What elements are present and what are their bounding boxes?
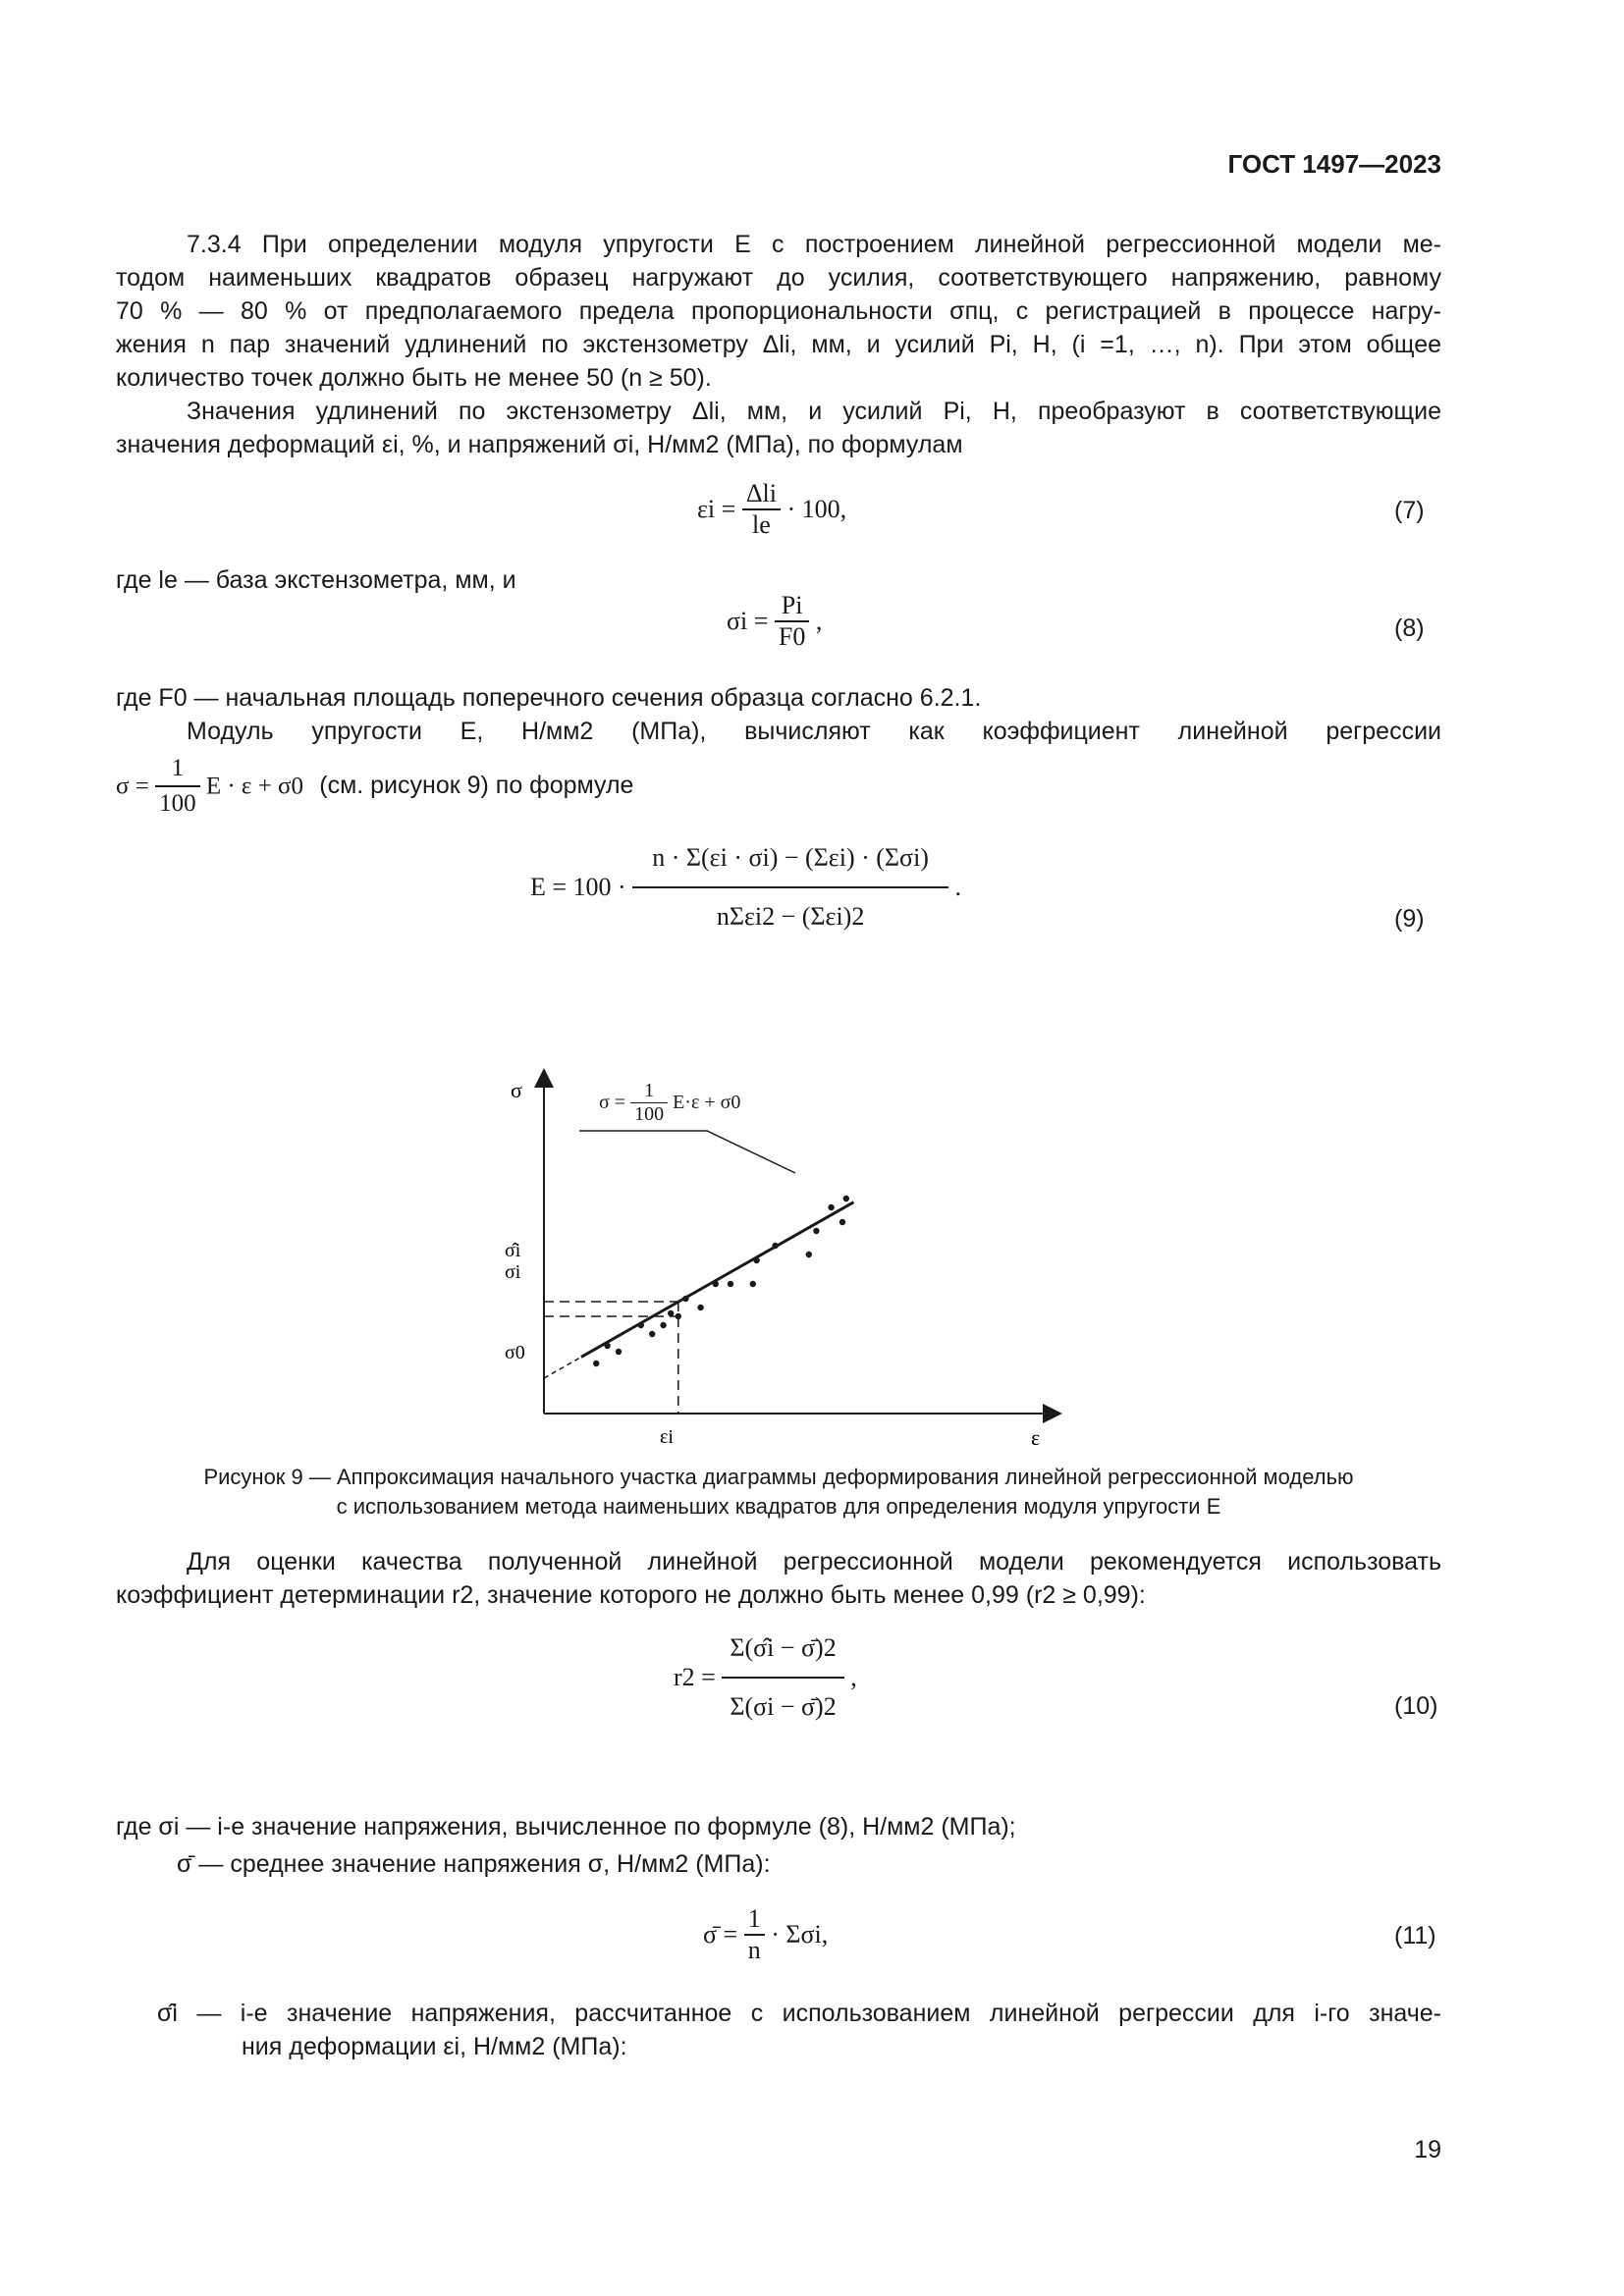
- data-point: [750, 1281, 756, 1287]
- equation-11: [703, 1904, 828, 1965]
- text-line: 7.3.4 При определении модуля упругости E с построением линейной регрессионной модели ме-: [187, 231, 1441, 258]
- eq7-numerator: Δli: [742, 479, 781, 510]
- data-point: [713, 1281, 719, 1287]
- page-number: 19: [1414, 2136, 1441, 2163]
- text-line: ния деформации εi, Н/мм2 (МПа):: [242, 2033, 627, 2060]
- data-point: [649, 1331, 655, 1337]
- data-point: [593, 1361, 599, 1366]
- y-axis-label: σ: [511, 1078, 522, 1102]
- where-f0: где F0 — начальная площадь поперечного сечения образца согласно 6.2.1.: [116, 684, 982, 712]
- where-sigma-hat: [157, 1997, 1441, 2063]
- inline-regression-formula: [116, 755, 309, 817]
- eq10-denominator: Σ(σi − σ̄)2: [730, 1692, 837, 1721]
- eq7-lhs: εi =: [697, 495, 736, 523]
- data-point: [604, 1343, 610, 1349]
- inline-formula-numerator: 1: [155, 752, 200, 787]
- data-point: [843, 1196, 849, 1201]
- text-line: количество точек должно быть не менее 50 (n ≥ 50).: [116, 364, 712, 392]
- equation-number-11: (11): [1394, 1922, 1436, 1949]
- modulus-paragraph-line: Модуль упругости E, Н/мм2 (МПа), вычисляют как коэффициент линейной регрессии: [187, 718, 1441, 745]
- modulus-paragraph-formula-line: [116, 752, 633, 821]
- caption-line: с использованием метода наименьших квадратов для определения модуля упругости E: [336, 1494, 1221, 1519]
- figure-formula-rhs: E·ε + σ0: [673, 1092, 741, 1113]
- document-header: ГОСТ 1497—2023: [1227, 149, 1441, 179]
- eq9-lhs: E = 100 ·: [530, 873, 626, 901]
- data-point: [660, 1322, 666, 1328]
- inline-formula-fraction: [155, 752, 200, 821]
- eq8-fraction: [775, 591, 809, 652]
- sigma0-label: σ0: [505, 1342, 525, 1363]
- data-point: [753, 1257, 759, 1263]
- eq8-lhs: σi =: [727, 607, 769, 635]
- text-line: коэффициент детерминации r2, значение которого не должно быть менее 0,99 (r2 ≥ 0,99):: [116, 1581, 1146, 1609]
- text-line: Для оценки качества полученной линейной регрессионной модели рекомендуется использовать: [187, 1548, 1441, 1575]
- equation-number-10: (10): [1394, 1692, 1438, 1720]
- eq8-rhs: ,: [815, 607, 823, 635]
- data-point: [638, 1322, 644, 1328]
- figure-formula-label: [599, 1080, 740, 1126]
- data-point: [772, 1243, 778, 1249]
- data-point: [813, 1228, 819, 1234]
- data-point: [668, 1310, 674, 1316]
- eps-i-label: εi: [660, 1426, 674, 1448]
- eq7-rhs: · 100,: [786, 495, 847, 523]
- eq11-fraction: [744, 1904, 765, 1965]
- equation-number-7: (7): [1394, 497, 1425, 524]
- where-sigma-bar: σ̄ — среднее значение напряжения σ, Н/мм2 (МПа):: [177, 1850, 771, 1878]
- data-point: [839, 1219, 845, 1225]
- eq9-numerator: n · Σ(εi · σi) − (Σεi) · (Σσi): [632, 829, 948, 888]
- inline-formula-text: (см. рисунок 9) по формуле: [319, 772, 634, 800]
- eq7-denominator: le: [752, 510, 771, 539]
- figure-9-chart: [481, 1060, 1090, 1453]
- paragraph-7-3-4: [116, 228, 1441, 395]
- x-axis-label: ε: [1031, 1425, 1041, 1450]
- data-point: [806, 1252, 812, 1257]
- eq11-rhs: · Σσi,: [771, 1920, 829, 1949]
- data-point: [616, 1349, 622, 1355]
- where-le: где le — база экстензометра, мм, и: [116, 566, 516, 594]
- eq8-numerator: Pi: [775, 591, 809, 622]
- eq8-denominator: F0: [778, 622, 806, 651]
- where-sigma-i: где σi — i-е значение напряжения, вычисленное по формуле (8), Н/мм2 (МПа);: [116, 1813, 1016, 1841]
- regression-line: [581, 1202, 853, 1358]
- inline-formula-lhs: σ =: [116, 773, 149, 799]
- equation-number-8: (8): [1394, 614, 1425, 642]
- data-point: [728, 1281, 733, 1287]
- equation-9: E = 100 · $\frac{\text{n · Σ(εi · σi) − (Σεi) · (Σσi)}}{\text{nΣεi2 − (Σεi)2}}$ .: [530, 829, 961, 945]
- regression-extrapolation: [544, 1357, 581, 1378]
- figure-formula-lhs: σ =: [599, 1092, 626, 1113]
- equation-8: [727, 591, 822, 652]
- text-line: жения n пар значений удлинений по экстензометру Δli, мм, и усилий Pi, Н, (i =1, …, n). При этом общее: [116, 331, 1441, 358]
- eq11-denominator: n: [747, 1936, 761, 1964]
- eq10-numerator: Σ(σ̂i − σ̄)2: [722, 1620, 843, 1679]
- eq11-numerator: 1: [744, 1904, 765, 1936]
- data-points: [593, 1196, 849, 1366]
- paragraph-determination: [116, 1545, 1441, 1612]
- eq11-lhs: σ̄ =: [703, 1920, 738, 1949]
- equation-7: [697, 479, 846, 540]
- eq7-fraction: [742, 479, 781, 540]
- formula-leader-line: [579, 1131, 795, 1173]
- data-point: [828, 1204, 834, 1210]
- eq9-fraction: [632, 829, 948, 945]
- text-line: σ̂i — i-е значение напряжения, рассчитанное с использованием линейной регрессии для i-го значе-: [157, 2000, 1441, 2027]
- inline-formula-denominator: 100: [159, 790, 196, 817]
- sigma-hat-label: σ̂i: [505, 1240, 521, 1261]
- figure-formula-denominator: 100: [634, 1103, 665, 1125]
- sigma-i-point: [676, 1313, 681, 1319]
- inline-formula-rhs: E · ε + σ0: [205, 773, 303, 799]
- paragraph-conversion: [116, 395, 1441, 461]
- equation-10: r2 = $\frac{\Sigma(\sigmâi - \sigmā)2}{\Sigma(\sigma i - \sigmā)2}$ ,: [674, 1620, 857, 1735]
- text-line: значения деформаций εi, %, и напряжений σi, Н/мм2 (МПа), по формулам: [116, 431, 963, 458]
- text-line: Значения удлинений по экстензометру Δli, мм, и усилий Pi, Н, преобразуют в соответствующие: [187, 398, 1441, 425]
- eq9-denominator: nΣεi2 − (Σεi)2: [716, 902, 865, 931]
- figure-caption: [98, 1463, 1459, 1522]
- data-point: [682, 1296, 688, 1302]
- equation-number-9: (9): [1394, 905, 1425, 933]
- figure-formula-fraction: [630, 1080, 668, 1126]
- figure-formula-numerator: 1: [630, 1080, 668, 1103]
- text-line: 70 % — 80 % от предполагаемого предела пропорциональности σпц, с регистрацией в процессе нагру-: [116, 297, 1441, 325]
- sigma-i-label: σi: [505, 1261, 521, 1283]
- caption-line: Рисунок 9 — Аппроксимация начального участка диаграммы деформирования линейной регрессионной моделью: [203, 1465, 1354, 1489]
- eq10-lhs: r2 =: [674, 1663, 716, 1691]
- data-point: [697, 1305, 703, 1310]
- eq10-fraction: [722, 1620, 843, 1735]
- text-line: тодом наименьших квадратов образец нагружают до усилия, соответствующего напряжению, равному: [116, 264, 1441, 292]
